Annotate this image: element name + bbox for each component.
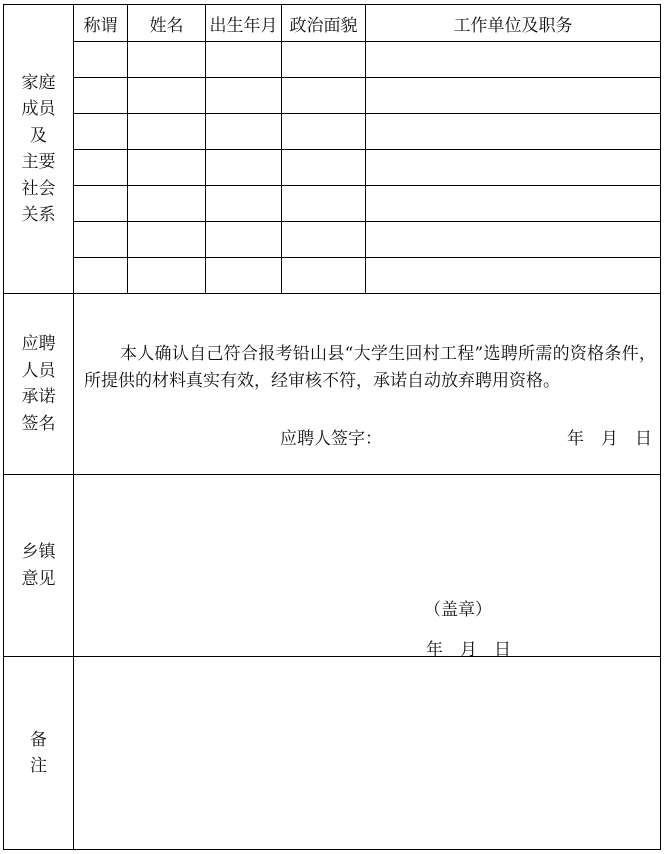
cell-title[interactable]	[74, 258, 128, 294]
header-title: 称谓	[74, 5, 128, 42]
family-member-row	[4, 42, 661, 78]
cell-birth-date[interactable]	[206, 150, 282, 186]
family-relations-label: 家庭 成员 及 主要 社会 关系	[4, 5, 74, 294]
header-employer-position: 工作单位及职务	[366, 5, 661, 42]
header-birth-date: 出生年月	[206, 5, 282, 42]
township-date: 年 月 日	[426, 640, 511, 660]
cell-political-status[interactable]	[282, 258, 366, 294]
family-member-row	[4, 258, 661, 294]
cell-employer-position[interactable]	[366, 258, 661, 294]
seal-label: （盖章）	[424, 600, 492, 620]
cell-birth-date[interactable]	[206, 78, 282, 114]
cell-title[interactable]	[74, 222, 128, 258]
cell-title[interactable]	[74, 42, 128, 78]
cell-employer-position[interactable]	[366, 222, 661, 258]
cell-title[interactable]	[74, 186, 128, 222]
header-political-status: 政治面貌	[282, 5, 366, 42]
township-opinion-label: 乡镇 意见	[4, 475, 74, 657]
family-member-row	[4, 222, 661, 258]
cell-birth-date[interactable]	[206, 42, 282, 78]
cell-employer-position[interactable]	[366, 114, 661, 150]
cell-political-status[interactable]	[282, 150, 366, 186]
family-member-row	[4, 186, 661, 222]
applicant-signature-label: 应聘人签字：	[280, 429, 382, 449]
family-member-row	[4, 114, 661, 150]
cell-political-status[interactable]	[282, 78, 366, 114]
cell-name[interactable]	[128, 78, 206, 114]
cell-birth-date[interactable]	[206, 114, 282, 150]
applicant-pledge-cell	[74, 294, 661, 475]
applicant-pledge-label: 应聘 人员 承诺 签名	[4, 294, 74, 475]
remarks-cell[interactable]	[74, 657, 661, 850]
cell-name[interactable]	[128, 114, 206, 150]
cell-birth-date[interactable]	[206, 222, 282, 258]
cell-political-status[interactable]	[282, 42, 366, 78]
cell-title[interactable]	[74, 150, 128, 186]
township-opinion-cell[interactable]	[74, 475, 661, 660]
pledge-statement: 本人确认自己符合报考铅山县“大学生回村工程”选聘所需的资格条件，所提供的材料真实有效，经审核不符，承诺自动放弃聘用资格。	[84, 344, 656, 391]
application-form-table	[3, 4, 661, 850]
cell-employer-position[interactable]	[366, 150, 661, 186]
cell-birth-date[interactable]	[206, 258, 282, 294]
remarks-label: 备 注	[4, 657, 74, 850]
pledge-date: 年 月 日	[567, 429, 652, 449]
cell-birth-date[interactable]	[206, 186, 282, 222]
cell-name[interactable]	[128, 222, 206, 258]
cell-employer-position[interactable]	[366, 186, 661, 222]
cell-name[interactable]	[128, 258, 206, 294]
cell-title[interactable]	[74, 78, 128, 114]
cell-political-status[interactable]	[282, 186, 366, 222]
cell-employer-position[interactable]	[366, 42, 661, 78]
cell-name[interactable]	[128, 186, 206, 222]
cell-title[interactable]	[74, 114, 128, 150]
cell-name[interactable]	[128, 150, 206, 186]
cell-political-status[interactable]	[282, 222, 366, 258]
cell-political-status[interactable]	[282, 114, 366, 150]
header-name: 姓名	[128, 5, 206, 42]
family-member-row	[4, 150, 661, 186]
cell-name[interactable]	[128, 42, 206, 78]
cell-employer-position[interactable]	[366, 78, 661, 114]
family-member-row	[4, 78, 661, 114]
